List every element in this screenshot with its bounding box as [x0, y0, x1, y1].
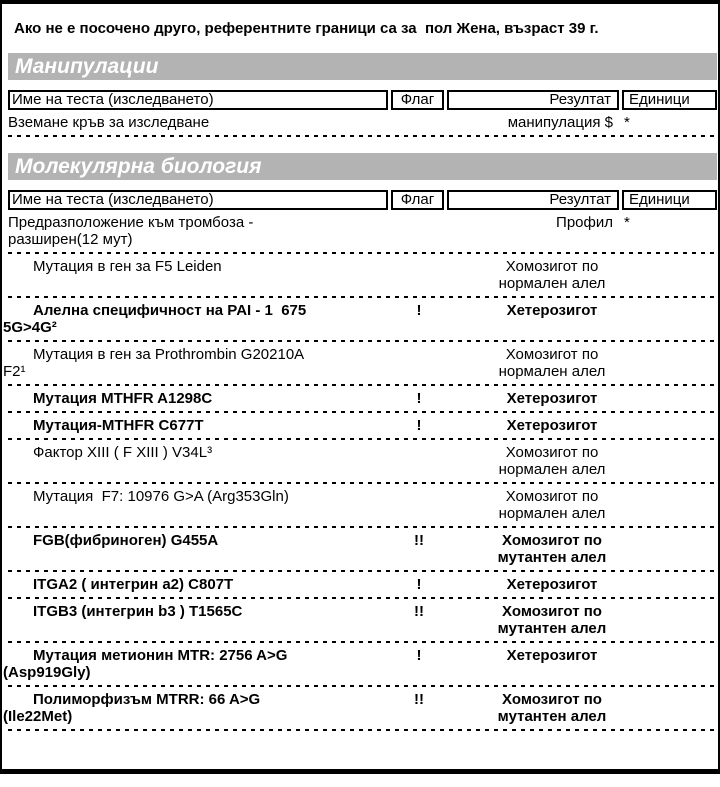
test-name-cell [8, 532, 391, 549]
flag-cell: ! [416, 647, 422, 664]
test-name-cell [8, 444, 391, 461]
test-name-line: Мутация в ген за Prothrombin G20210A [33, 346, 305, 363]
column-header-result: Резултат [447, 90, 619, 110]
test-name-line: Предразположение към тромбоза - [8, 214, 254, 231]
result-cell [447, 302, 623, 319]
test-name-cell [8, 114, 391, 131]
report-sections [3, 53, 717, 731]
result-line: Хомозигот по [505, 346, 599, 363]
table-row [8, 413, 717, 440]
test-name-cell [8, 390, 391, 407]
table-rows [8, 110, 717, 137]
result-line: нормален алел [498, 505, 606, 522]
test-name-line: Мутация-MTHFR C677T [33, 417, 204, 434]
flag-cell: !! [414, 691, 424, 708]
flag-cell: !! [414, 532, 424, 549]
table-row [8, 254, 717, 298]
test-name-line: FGB(фибриноген) G455A [33, 532, 219, 549]
result-line: Хомозигот по [502, 532, 602, 549]
result-cell [447, 444, 623, 478]
test-name-line: Алелна специфичност на PAI - 1 675 [33, 302, 307, 319]
column-header-units: Единици [622, 190, 717, 210]
table-row [8, 599, 717, 643]
test-name-cell [3, 647, 391, 681]
flag-cell: ! [416, 417, 422, 434]
test-name-line: F2¹ [3, 363, 26, 380]
result-line: Хомозигот по [502, 603, 602, 620]
result-cell [447, 346, 623, 380]
table-row [8, 210, 717, 254]
table-row [8, 484, 717, 528]
table-row [8, 440, 717, 484]
table-row [3, 298, 717, 342]
result-cell [447, 114, 623, 131]
report-content [3, 0, 717, 731]
result-cell [447, 258, 623, 292]
result-cell [447, 390, 623, 407]
test-name-line: Мутация метионин MTR: 2756 A>G [33, 647, 288, 664]
result-cell [447, 691, 623, 725]
result-line: Хетерозигот [506, 647, 598, 664]
report-section [3, 153, 717, 731]
result-line: мутантен алел [497, 620, 607, 637]
result-cell [447, 417, 623, 434]
result-line: Хомозигот по [505, 444, 599, 461]
result-cell [447, 488, 623, 522]
column-header-units: Единици [622, 90, 717, 110]
result-line: Хетерозигот [506, 576, 598, 593]
section-title: Молекулярна биология [15, 155, 262, 178]
column-header-result: Резултат [447, 190, 619, 210]
section-title: Манипулации [15, 55, 159, 78]
result-line: Хомозигот по [505, 258, 599, 275]
test-name-line: Полиморфизъм MTRR: 66 A>G [33, 691, 261, 708]
test-name-cell [3, 346, 391, 380]
test-name-line: Мутация в ген за F5 Leiden [33, 258, 222, 275]
column-header-flag: Флаг [391, 190, 444, 210]
test-name-cell [3, 691, 391, 725]
table-row [8, 528, 717, 572]
result-line: манипулация $ [507, 114, 613, 131]
result-line: нормален алел [498, 363, 606, 380]
result-cell [447, 532, 623, 566]
section-title-bar [8, 153, 717, 180]
column-header-flag: Флаг [391, 90, 444, 110]
test-name-line: 5G>4G² [3, 319, 57, 336]
table-rows [3, 210, 717, 731]
table-row [3, 643, 717, 687]
reference-ranges-note: Ако не е посочено друго, референтните граници са за пол Жена, възраст 39 г. [14, 20, 599, 37]
result-line: нормален алел [498, 461, 606, 478]
test-name-line: разширен(12 мут) [8, 231, 133, 248]
result-line: мутантен алел [497, 708, 607, 725]
test-name-cell [8, 417, 391, 434]
test-name-cell [8, 214, 391, 248]
result-cell [447, 576, 623, 593]
test-name-cell [8, 603, 391, 620]
section-title-bar [8, 53, 717, 80]
test-name-cell [8, 488, 391, 505]
result-line: нормален алел [498, 275, 606, 292]
result-line: Хомозигот по [502, 691, 602, 708]
table-row [8, 386, 717, 413]
column-header-test-name: Име на теста (изследването) [8, 90, 388, 110]
test-name-line: ITGA2 ( интегрин a2) C807T [33, 576, 234, 593]
test-name-line: Фактор XIII ( F XIII ) V34L³ [33, 444, 213, 461]
test-name-line: (Asp919Gly) [3, 664, 91, 681]
table-row [3, 342, 717, 386]
result-line: Хетерозигот [506, 417, 598, 434]
test-name-line: Мутация MTHFR A1298C [33, 390, 213, 407]
result-line: Хетерозигот [506, 302, 598, 319]
table-header-row [8, 90, 717, 110]
test-name-line: Вземане кръв за изследване [8, 114, 210, 131]
flag-cell: ! [416, 576, 422, 593]
test-name-cell [8, 258, 391, 275]
report-section [8, 53, 717, 137]
test-name-line: Мутация F7: 10976 G>A (Arg353Gln) [33, 488, 289, 505]
table-row [3, 687, 717, 731]
test-name-line: ITGB3 (интегрин b3 ) T1565C [33, 603, 243, 620]
result-line: Профил [556, 214, 613, 231]
result-line: мутантен алел [497, 549, 607, 566]
test-name-cell [8, 576, 391, 593]
flag-cell: !! [414, 603, 424, 620]
units-cell: * [624, 214, 630, 231]
column-header-test-name: Име на теста (изследването) [8, 190, 388, 210]
flag-cell: ! [416, 390, 422, 407]
units-cell: * [624, 114, 630, 131]
result-line: Хомозигот по [505, 488, 599, 505]
result-cell [447, 214, 623, 231]
result-cell [447, 647, 623, 664]
table-row [8, 572, 717, 599]
table-row [8, 110, 717, 137]
result-cell [447, 603, 623, 637]
test-name-line: (Ile22Met) [3, 708, 73, 725]
result-line: Хетерозигот [506, 390, 598, 407]
flag-cell: ! [416, 302, 422, 319]
test-name-cell [3, 302, 391, 336]
table-header-row [8, 190, 717, 210]
